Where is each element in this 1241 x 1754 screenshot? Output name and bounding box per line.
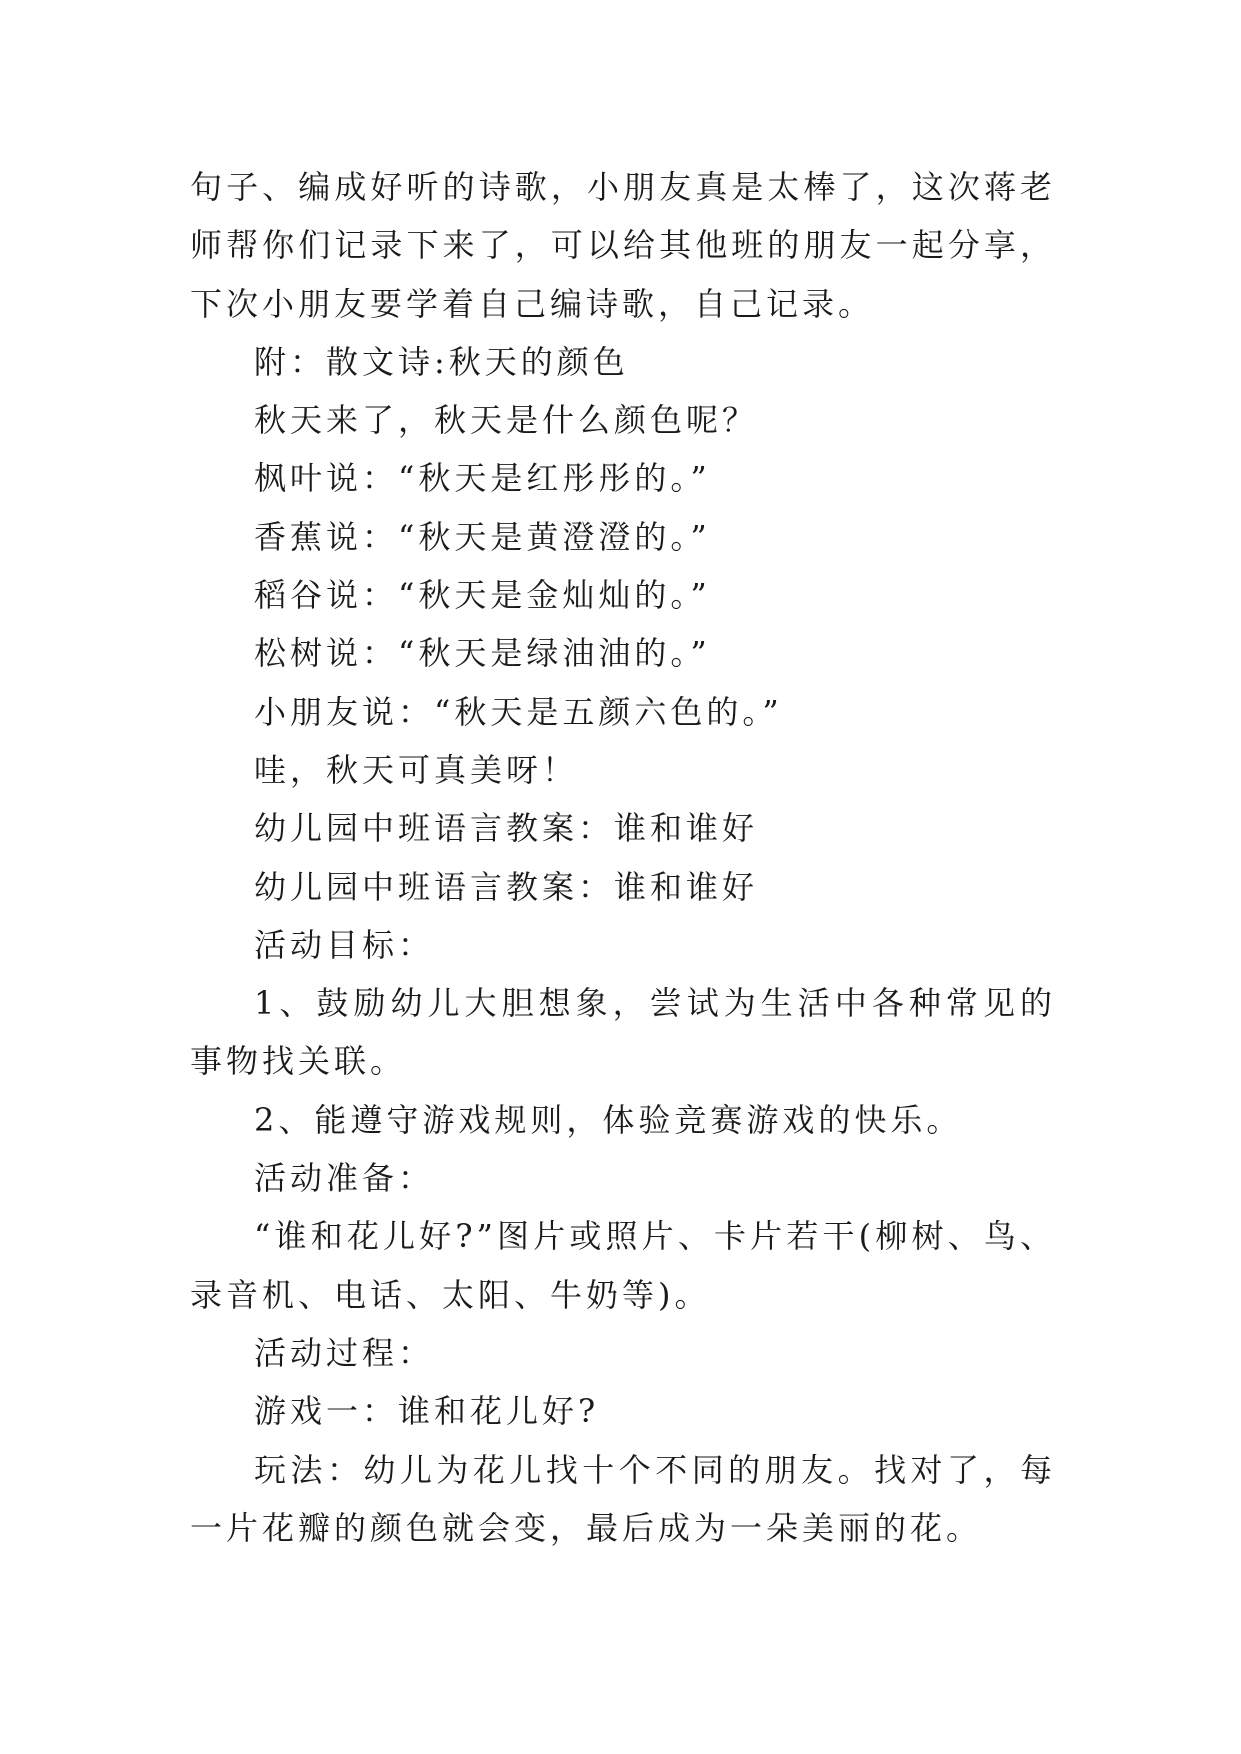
document-body [190, 158, 1056, 1557]
poem-line-4: 稻谷说：“秋天是金灿灿的。” [254, 576, 711, 615]
lesson-title: 幼儿园中班语言教案：谁和谁好 [254, 809, 759, 848]
game-one-rules: 玩法：幼儿为花儿找十个不同的朋友。找对了，每一片花瓣的颜色就会变，最后成为一朵美丽的花。 [190, 1450, 1056, 1547]
game-one-title: 游戏一：谁和花儿好? [254, 1392, 600, 1431]
poem-line-7: 哇，秋天可真美呀！ [254, 750, 579, 789]
lesson-title-repeat: 幼儿园中班语言教案：谁和谁好 [254, 867, 759, 906]
goal-item-2: 2、能遵守游戏规则，体验竞赛游戏的快乐。 [254, 1100, 963, 1139]
preparation-text: “谁和花儿好?”图片或照片、卡片若干(柳树、鸟、录音机、电话、太阳、牛奶等)。 [190, 1217, 1056, 1314]
poem-line-3: 香蕉说：“秋天是黄澄澄的。” [254, 517, 711, 556]
poem-line-5: 松树说：“秋天是绿油油的。” [254, 634, 711, 673]
poem-line-2: 枫叶说：“秋天是红彤彤的。” [254, 459, 711, 498]
section-heading-goals: 活动目标： [254, 925, 435, 964]
section-heading-process: 活动过程： [254, 1333, 435, 1372]
goal-item-1: 1、鼓励幼儿大胆想象，尝试为生活中各种常见的事物找关联。 [190, 984, 1056, 1081]
poem-line-1: 秋天来了，秋天是什么颜色呢？ [254, 401, 759, 440]
section-heading-preparation: 活动准备： [254, 1159, 435, 1198]
paragraph-continuation: 句子、编成好听的诗歌，小朋友真是太棒了，这次蒋老师帮你们记录下来了，可以给其他班的朋友一起分享，下次小朋友要学着自己编诗歌，自己记录。 [190, 168, 1056, 323]
poem-line-6: 小朋友说：“秋天是五颜六色的。” [254, 692, 783, 731]
paragraph-appendix-title: 附：散文诗:秋天的颜色 [254, 342, 629, 381]
